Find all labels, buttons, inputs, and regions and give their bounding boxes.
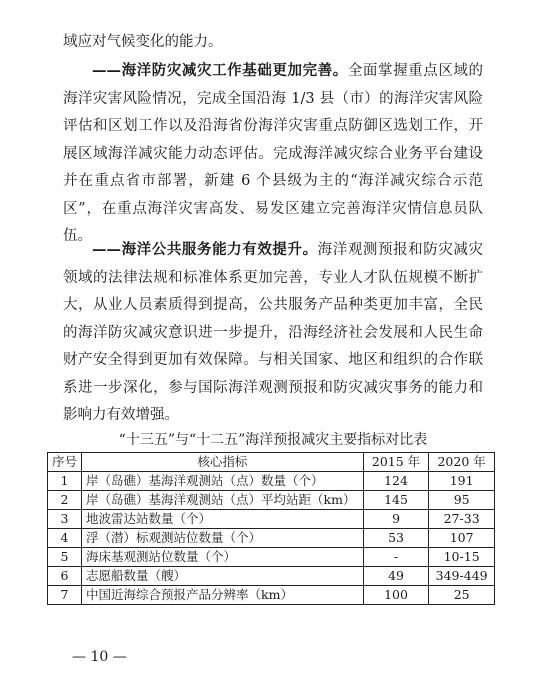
table-row xyxy=(48,586,495,605)
row-indicator: 中国近海综合预报产品分辨率（km） xyxy=(82,586,364,605)
row-value-2020: 10-15 xyxy=(429,548,495,567)
row-index: 3 xyxy=(48,510,82,529)
table-row xyxy=(48,510,495,529)
row-value-2020: 349-449 xyxy=(429,567,495,586)
table-caption: “十三五”与“十二五”海洋预报减灾主要指标对比表 xyxy=(118,432,428,448)
row-index: 1 xyxy=(48,472,82,491)
row-indicator: 岸（岛礁）基海洋观测站（点）数量（个） xyxy=(82,472,364,491)
row-value-2015: 145 xyxy=(363,491,428,510)
page-number: — 10 — xyxy=(72,649,127,665)
row-indicator: 浮（潜）标观测站位数量（个） xyxy=(82,529,364,548)
header-indicator: 核心指标 xyxy=(82,453,364,472)
row-index: 4 xyxy=(48,529,82,548)
paragraph-text: 海洋观测预报和防灾减灾领域的法律法规和标准体系更加完善，专业人才队伍规模不断扩大，从业人员素质得到提高，公共服务产品种类更加丰富，全民的海洋防灾减灾意识进一步提升，沿海经济社会发展和人民生命财产安全得到更加有效保障。与相关国家、地区和组织的合作联系进一步深化，参与国际海洋观测预报和防灾减灾事务的能力和影响力有效增强。 xyxy=(63,242,484,423)
table-header-row xyxy=(48,453,495,472)
table-row xyxy=(48,548,495,567)
paragraph-disaster-prevention-foundation xyxy=(63,57,483,251)
paragraph-public-service-capability xyxy=(63,236,483,430)
row-value-2015: 124 xyxy=(363,472,428,491)
row-index: 2 xyxy=(48,491,82,510)
row-value-2015: 100 xyxy=(363,586,428,605)
row-index: 7 xyxy=(48,586,82,605)
row-value-2015: 9 xyxy=(363,510,428,529)
paragraph-text: 全面掌握重点区域的海洋灾害风险情况，完成全国沿海 1/3 县（市）的海洋灾害风险评估和区划工作以及沿海省份海洋灾害重点防御区选划工作，开展区域海洋减灾能力动态评估。完成海洋减灾综合业务平台建设并在重点省市部署，新建 6 个县级为主的“海洋减灾综合示范区”，在重点海洋灾害高发、易发区建立完善海洋灾情信息员队伍。 xyxy=(63,63,484,244)
table-row xyxy=(48,529,495,548)
row-value-2020: 95 xyxy=(429,491,495,510)
paragraph-lead-heading: ——海洋公共服务能力有效提升。 xyxy=(92,241,318,258)
row-indicator: 志愿船数量（艘） xyxy=(82,567,364,586)
header-index: 序号 xyxy=(48,453,82,472)
table-row xyxy=(48,567,495,586)
row-value-2015: 53 xyxy=(363,529,428,548)
indicator-comparison-table xyxy=(47,452,495,605)
table-row xyxy=(48,491,495,510)
paragraph-text: 域应对气候变化的能力。 xyxy=(63,34,223,50)
row-value-2020: 25 xyxy=(429,586,495,605)
row-index: 6 xyxy=(48,567,82,586)
header-2015: 2015 年 xyxy=(363,453,428,472)
paragraph-lead-heading: ——海洋防灾减灾工作基础更加完善。 xyxy=(92,62,348,79)
row-indicator: 岸（岛礁）基海洋观测站（点）平均站距（km） xyxy=(82,491,364,510)
row-index: 5 xyxy=(48,548,82,567)
row-indicator: 海床基观测站位数量（个） xyxy=(82,548,364,567)
row-value-2015: 49 xyxy=(363,567,428,586)
table-row xyxy=(48,472,495,491)
row-value-2020: 27-33 xyxy=(429,510,495,529)
header-2020: 2020 年 xyxy=(429,453,495,472)
row-indicator: 地波雷达站数量（个） xyxy=(82,510,364,529)
row-value-2015: - xyxy=(363,548,428,567)
row-value-2020: 191 xyxy=(429,472,495,491)
row-value-2020: 107 xyxy=(429,529,495,548)
paragraph-continuation xyxy=(63,29,483,57)
